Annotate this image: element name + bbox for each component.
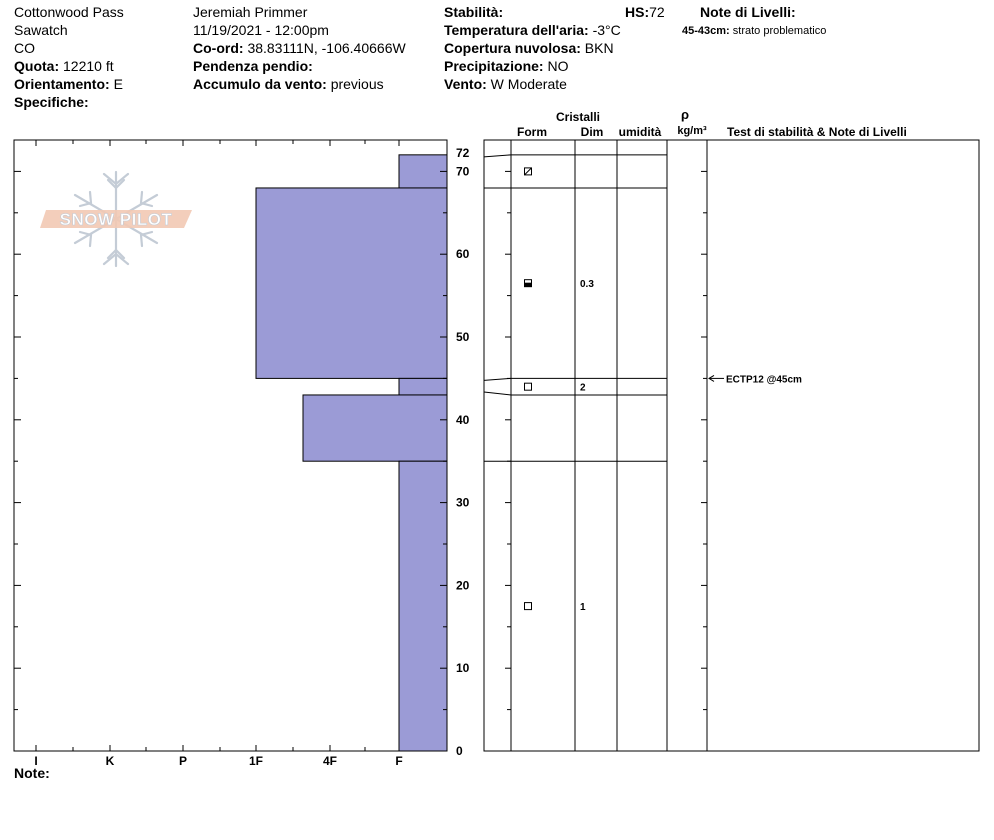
height-tick-label: 30 — [456, 495, 470, 510]
table-connector — [484, 392, 511, 395]
logo-text: SNOW PILOT — [59, 210, 173, 229]
height-tick-label: 50 — [456, 330, 470, 344]
cloud-label: Copertura nuvolosa: — [444, 40, 581, 56]
elevation-label: Quota: — [14, 58, 60, 74]
layer-note-text: strato problematico — [732, 25, 827, 37]
coord-label: Co-ord: — [193, 40, 244, 56]
wind-load-label: Accumulo da vento: — [193, 76, 327, 92]
coord-value: 38.83111N, -106.40666W — [247, 40, 406, 56]
hardness-layer-1 — [256, 188, 447, 378]
hardness-layer-4 — [399, 461, 447, 751]
table-ticks — [505, 171, 707, 709]
elevation-value: 12210 ft — [63, 58, 114, 74]
cloud-value: BKN — [584, 40, 614, 56]
wind-label: Vento: — [444, 76, 487, 92]
header-dim: Dim — [580, 125, 604, 139]
stability-label: Stabilità: — [444, 4, 504, 20]
stability-test-label: ECTP12 @45cm — [726, 374, 802, 386]
height-tick-label: 60 — [456, 247, 470, 262]
hardness-tick-label: 1F — [248, 754, 264, 768]
hardness-layer-2 — [399, 378, 447, 395]
header-crystals: Cristalli — [555, 110, 601, 124]
layer-note-range: 45-43cm: — [682, 25, 730, 37]
notes-label: Note: — [14, 765, 50, 781]
aspect-value: E — [113, 76, 123, 92]
table-connector — [484, 155, 511, 157]
header-form: Form — [517, 125, 547, 139]
slope-label: Pendenza pendio: — [193, 58, 313, 74]
hardness-tick-label: I — [34, 754, 38, 768]
hardness-tick-label: K — [105, 754, 115, 768]
hardness-layer-0 — [399, 155, 447, 188]
crystal-form-icon-faceted — [525, 383, 532, 390]
aspect-label: Orientamento: — [14, 76, 110, 92]
height-tick-label: 70 — [456, 164, 470, 179]
table-connector — [484, 378, 511, 380]
observer: Jeremiah Primmer — [193, 4, 308, 20]
header-density-unit: kg/m³ — [677, 125, 707, 137]
crystal-size-label: 1 — [580, 602, 586, 614]
crystal-size-label: 2 — [580, 382, 586, 394]
height-tick-label: 40 — [456, 412, 470, 427]
range: Sawatch — [14, 22, 68, 38]
hardness-layer-3 — [303, 395, 447, 461]
crystal-form-icon-faceted — [525, 603, 532, 610]
height-tick-label: 20 — [456, 578, 470, 593]
height-tick-label: 0 — [456, 744, 463, 758]
hardness-tick-label: F — [395, 754, 403, 768]
height-tick-label: 10 — [456, 661, 470, 676]
location: Cottonwood Pass — [14, 4, 124, 20]
stability-test-marker — [709, 375, 724, 381]
header-rho: ρ — [680, 107, 690, 122]
crystal-size-label: 0.3 — [580, 279, 594, 291]
state: CO — [14, 40, 35, 56]
precip-value: NO — [547, 58, 569, 74]
hardness-layers — [256, 155, 447, 751]
hs-value: 72 — [649, 4, 665, 20]
hardness-tick-label: P — [178, 754, 188, 768]
header-stability-notes: Test di stabilità & Note di Livelli — [727, 125, 907, 139]
crystal-form-icon-rounded-faceted — [525, 280, 532, 287]
air-temp-value: -3°C — [592, 22, 621, 38]
hs-label: HS: — [625, 4, 650, 20]
height-tick-label: 72 — [456, 145, 470, 160]
crystal-form-icon-faceted-rounded — [525, 168, 532, 175]
precip-label: Precipitazione: — [444, 58, 544, 74]
wind-load-value: previous — [330, 76, 384, 92]
header-moisture: umidità — [618, 125, 662, 139]
air-temp-label: Temperatura dell'aria: — [444, 22, 589, 38]
hardness-tick-label: 4F — [322, 754, 338, 768]
datetime: 11/19/2021 - 12:00pm — [193, 22, 329, 38]
layer-table-frame — [484, 140, 979, 751]
specifics-label: Specifiche: — [14, 94, 89, 110]
layer-notes-label: Note di Livelli: — [700, 4, 796, 20]
wind-value: W Moderate — [490, 76, 567, 92]
table-layer-rows — [484, 155, 802, 613]
